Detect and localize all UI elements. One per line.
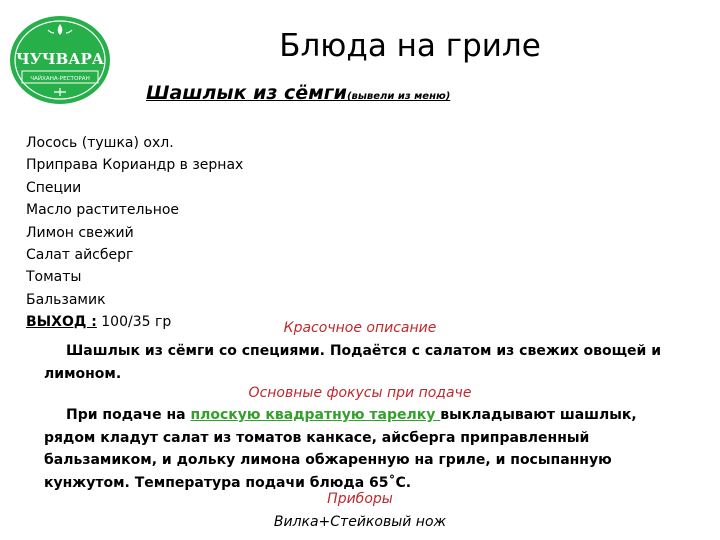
restaurant-logo [8, 14, 112, 106]
logo-brand: ЧУЧВАРА [16, 50, 104, 68]
description-title: Красочное описание [283, 320, 437, 336]
serving-text-before: При подаче на [66, 407, 191, 423]
dish-name: Шашлык из сёмги [146, 82, 347, 104]
ingredient-item: Приправа Кориандр в зернах [26, 157, 244, 174]
ingredient-list [26, 132, 243, 334]
ingredient-item: Салат айсберг [26, 247, 134, 264]
utensils-value: Вилка+Стейковый нож [273, 514, 447, 530]
dish-note: (вывели из меню) [346, 91, 451, 102]
ingredient-item: Лимон свежий [26, 224, 134, 241]
ingredient-item: Специи [26, 179, 82, 196]
description-text [44, 340, 684, 385]
ingredient-item: Масло растительное [26, 202, 180, 219]
yield-label: ВЫХОД : [26, 314, 97, 331]
serving-title: Основные фокусы при подаче [248, 385, 472, 401]
page-title: Блюда на гриле [279, 28, 541, 64]
ingredient-item: Томаты [26, 269, 82, 286]
utensils-title: Приборы [327, 491, 393, 507]
serving-text-after: выкладывают шашлык, рядом кладут салат из томатов канкасе, айсберга приправленный бальзамиком, и дольку лимона обжаренную на гриле, и посыпанную кунжутом. Температура подачи блюда 65˚С. [44, 407, 637, 491]
plate-link[interactable]: плоскую квадратную тарелку [190, 407, 441, 423]
dish-heading [146, 80, 450, 110]
logo-tagline: ЧАЙХАНА-РЕСТОРАН [30, 76, 90, 82]
description-body: Шашлык из сёмги со специями. Подаётся с салатом из свежих овощей и лимоном. [44, 343, 662, 382]
yield-value: 100/35 гр [96, 314, 172, 331]
ingredient-item: Лосось (тушка) охл. [26, 135, 174, 151]
ingredient-item: Бальзамик [26, 291, 106, 308]
serving-text [44, 404, 684, 494]
